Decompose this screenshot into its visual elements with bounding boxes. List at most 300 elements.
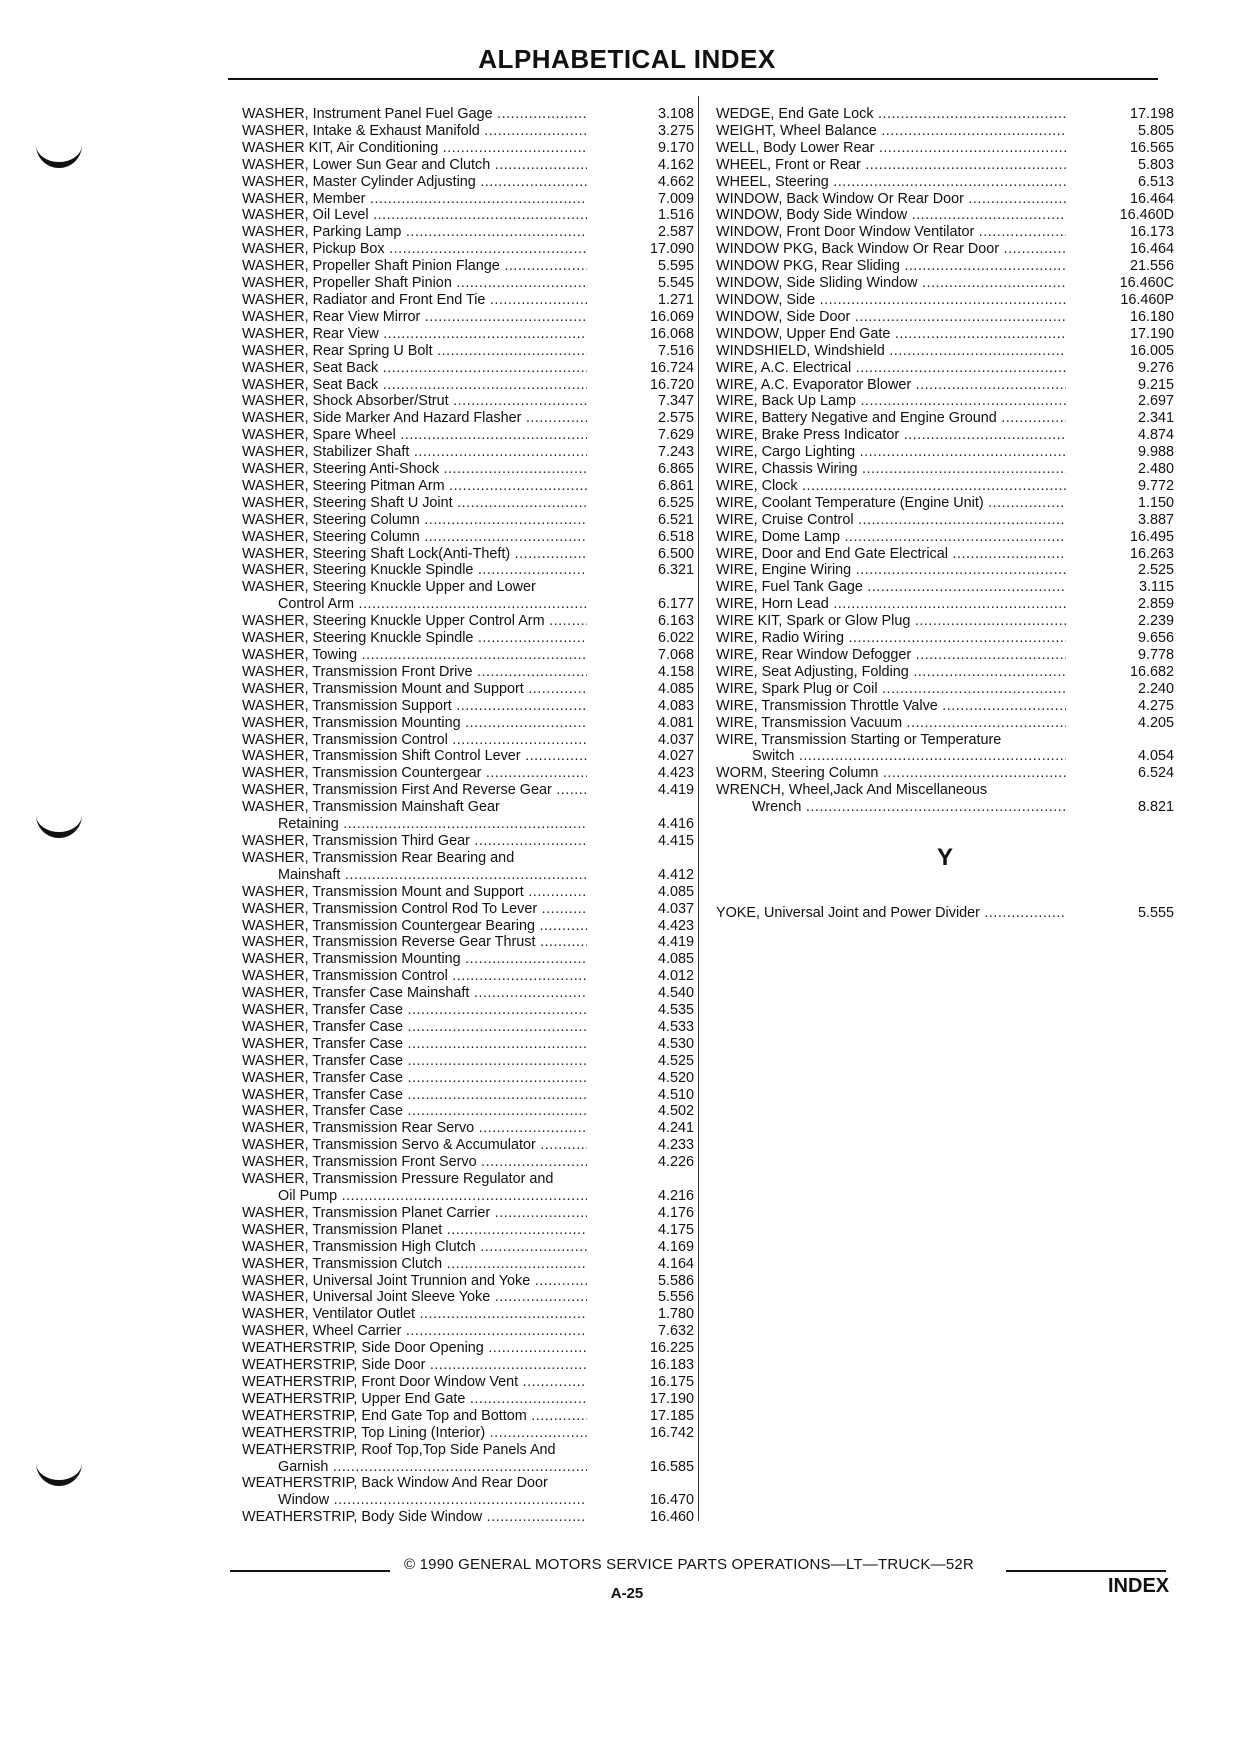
index-entry-page: 16.460P — [1120, 291, 1174, 308]
index-entry-name: WIRE, Radio Wiring ..... — [716, 630, 1066, 647]
index-entry-page: 1.150 — [1137, 494, 1174, 511]
index-entry-name: WIRE, A.C. Evaporator Blower ..... — [716, 377, 1066, 394]
index-entry-page: 4.662 — [657, 173, 694, 190]
index-entry-name: WASHER, Propeller Shaft Pinion Flange ..... — [242, 258, 587, 275]
index-entry — [242, 934, 694, 951]
column-divider — [698, 96, 699, 1521]
index-entry-name: Switch ..... — [716, 748, 1066, 765]
index-entry-name: WASHER, Radiator and Front End Tie ..... — [242, 292, 587, 309]
index-entry-name: WINDOW, Side Door ..... — [716, 309, 1066, 326]
index-entry-name: Garnish ..... — [242, 1459, 587, 1476]
index-entry — [242, 782, 694, 799]
index-entry-name: WASHER, Transmission Front Servo ..... — [242, 1154, 587, 1171]
index-entry-name: WASHER, Transmission Front Drive ..... — [242, 664, 587, 681]
index-entry-name: WIRE, Dome Lamp ..... — [716, 529, 1066, 546]
index-entry — [242, 765, 694, 782]
index-entry — [242, 427, 694, 444]
index-entry-page: 6.500 — [657, 545, 694, 562]
index-entry-name: WASHER KIT, Air Conditioning ..... — [242, 140, 587, 157]
index-entry-page: 2.480 — [1137, 461, 1174, 478]
index-entry — [242, 275, 694, 292]
index-entry — [242, 224, 694, 241]
index-entry — [716, 292, 1174, 309]
index-entry-page: 6.022 — [657, 630, 694, 647]
index-entry — [242, 748, 694, 765]
index-entry-name: WASHER, Rear Spring U Bolt ..... — [242, 343, 587, 360]
index-entry-name: WEATHERSTRIP, Upper End Gate ..... — [242, 1391, 587, 1408]
index-entry-name: WASHER, Universal Joint Trunnion and Yoke ..... — [242, 1273, 587, 1290]
index-entry-name: WASHER, Transmission Support ..... — [242, 698, 587, 715]
index-entry — [242, 1340, 694, 1357]
index-entry-page: 16.682 — [1129, 663, 1174, 680]
index-entry-page: 5.556 — [657, 1289, 694, 1306]
index-entry-name: WASHER, Transmission High Clutch ..... — [242, 1239, 587, 1256]
index-entry — [242, 174, 694, 191]
index-entry-page: 4.530 — [657, 1035, 694, 1052]
index-entry-page: 9.778 — [1137, 647, 1174, 663]
index-entry — [716, 748, 1174, 765]
index-entry-name: WEATHERSTRIP, Side Door Opening ..... — [242, 1340, 587, 1357]
index-entry-page: 5.595 — [657, 258, 694, 275]
index-entry-page: 5.805 — [1137, 122, 1174, 139]
index-entry-page: 16.069 — [649, 308, 694, 325]
index-entry — [242, 1171, 694, 1188]
index-entry-name: WEATHERSTRIP, Top Lining (Interior) ..... — [242, 1425, 587, 1442]
index-entry-page: 4.423 — [657, 765, 694, 782]
index-entry-page: 4.027 — [657, 748, 694, 765]
index-entry-name: WIRE, Door and End Gate Electrical ..... — [716, 546, 1066, 563]
index-entry — [242, 715, 694, 732]
index-entry — [242, 1408, 694, 1425]
punch-hole-mark — [36, 810, 82, 838]
index-entry-name: WHEEL, Steering ..... — [716, 174, 1066, 191]
index-entry-name: WASHER, Transfer Case Mainshaft ..... — [242, 985, 587, 1002]
index-entry-name: WASHER, Transfer Case ..... — [242, 1002, 587, 1019]
index-entry — [242, 1425, 694, 1442]
index-entry-page: 17.190 — [1129, 325, 1174, 342]
index-entry — [242, 833, 694, 850]
index-entry-page: 4.520 — [657, 1069, 694, 1086]
index-entry-page: 5.545 — [657, 275, 694, 292]
index-entry — [242, 478, 694, 495]
index-entry-page: 17.198 — [1129, 106, 1174, 122]
index-entry — [242, 546, 694, 563]
index-entry-name: WASHER, Transmission Shift Control Lever ..... — [242, 748, 587, 765]
index-entry-page: 9.276 — [1137, 359, 1174, 376]
index-entry — [242, 461, 694, 478]
index-entry — [716, 765, 1174, 782]
index-entry — [242, 901, 694, 918]
index-entry-page: 16.565 — [1129, 139, 1174, 156]
index-entry — [242, 562, 694, 579]
index-entry — [242, 1256, 694, 1273]
index-entry-page: 4.275 — [1137, 697, 1174, 714]
index-entry — [242, 1087, 694, 1104]
index-entry — [716, 123, 1174, 140]
index-entry — [242, 698, 694, 715]
index-entry — [716, 444, 1174, 461]
index-entry-name: WASHER, Steering Knuckle Spindle ..... — [242, 562, 587, 579]
index-entry — [716, 309, 1174, 326]
index-entry-name: WASHER, Transmission Countergear ..... — [242, 765, 587, 782]
index-entry-name: WASHER, Spare Wheel ..... — [242, 427, 587, 444]
index-entry-name: WEDGE, End Gate Lock ..... — [716, 106, 1066, 123]
index-entry-name: Window ..... — [242, 1492, 587, 1509]
index-entry-page: 6.865 — [657, 461, 694, 478]
index-entry-page: 5.803 — [1137, 156, 1174, 173]
index-entry — [242, 444, 694, 461]
index-entry — [242, 393, 694, 410]
index-entry-page: 16.724 — [649, 359, 694, 376]
index-entry — [242, 1137, 694, 1154]
index-entry — [242, 884, 694, 901]
index-entry-page: 16.460D — [1119, 207, 1174, 224]
index-entry-name: WASHER, Transmission Control ..... — [242, 968, 587, 985]
index-entry-name: WASHER, Transmission Rear Bearing and — [242, 849, 515, 866]
index-entry — [242, 630, 694, 647]
index-entry-page: 4.540 — [657, 985, 694, 1002]
index-entry — [242, 799, 694, 816]
title-rule — [228, 78, 1158, 80]
index-entry — [242, 1188, 694, 1205]
index-entry-page: 16.180 — [1129, 308, 1174, 325]
index-entry — [242, 850, 694, 867]
index-entry-page: 3.275 — [657, 122, 694, 139]
index-entry-name: WIRE, Horn Lead ..... — [716, 596, 1066, 613]
index-entry — [716, 427, 1174, 444]
index-entry — [716, 782, 1174, 799]
index-entry — [242, 1239, 694, 1256]
index-entry-name: WIRE, Fuel Tank Gage ..... — [716, 579, 1066, 596]
section-letter-y: Y — [936, 844, 953, 872]
index-entry-page: 4.205 — [1137, 714, 1174, 731]
index-entry-page: 4.085 — [657, 680, 694, 697]
index-entry-name: WASHER, Transmission Reverse Gear Thrust ..... — [242, 934, 587, 951]
index-entry-page: 9.170 — [657, 139, 694, 156]
index-entry-page: 16.470 — [649, 1492, 694, 1509]
index-entry — [716, 157, 1174, 174]
index-entry — [242, 360, 694, 377]
index-entry-name: WASHER, Side Marker And Hazard Flasher ..... — [242, 410, 587, 427]
index-entry-page: 4.162 — [657, 156, 694, 173]
index-entry-name: WIRE, Transmission Throttle Valve ..... — [716, 698, 1066, 715]
index-entry-name: WASHER, Transmission Clutch ..... — [242, 1256, 587, 1273]
footer-rule-left — [230, 1570, 390, 1572]
index-entry-name: WIRE, Clock ..... — [716, 478, 1066, 495]
index-entry — [242, 1002, 694, 1019]
index-entry — [242, 292, 694, 309]
index-entry-name: Control Arm ..... — [242, 596, 587, 613]
index-entry-page: 4.419 — [657, 934, 694, 951]
index-entry-name: WASHER, Oil Level ..... — [242, 207, 587, 224]
index-entry — [242, 1019, 694, 1036]
index-entry — [716, 360, 1174, 377]
index-entry — [242, 951, 694, 968]
index-entry-name: WINDOW, Side Sliding Window ..... — [716, 275, 1066, 292]
index-entry-page: 16.742 — [649, 1424, 694, 1441]
index-entry-name: WIRE, Brake Press Indicator ..... — [716, 427, 1066, 444]
index-entry-name: Retaining ..... — [242, 816, 587, 833]
index-entry — [716, 377, 1174, 394]
index-entry-name: WASHER, Seat Back ..... — [242, 360, 587, 377]
index-column-left — [242, 106, 694, 1526]
index-entry-name: WEATHERSTRIP, Front Door Window Vent ..... — [242, 1374, 587, 1391]
index-entry-name: WIRE, A.C. Electrical ..... — [716, 360, 1066, 377]
index-entry-name: WASHER, Transmission Mount and Support ..... — [242, 681, 587, 698]
index-entry — [716, 495, 1174, 512]
index-entry-page: 2.239 — [1137, 613, 1174, 630]
index-entry-name: WASHER, Transmission Servo & Accumulator ..... — [242, 1137, 587, 1154]
index-entry-name: WIRE KIT, Spark or Glow Plug ..... — [716, 613, 1066, 630]
index-entry-name: WASHER, Transfer Case ..... — [242, 1053, 587, 1070]
index-entry-name: WIRE, Engine Wiring ..... — [716, 562, 1066, 579]
index-entry-name: WASHER, Transfer Case ..... — [242, 1103, 587, 1120]
index-entry-page: 4.083 — [657, 697, 694, 714]
index-entry — [242, 816, 694, 833]
index-entry-name: WASHER, Steering Column ..... — [242, 529, 587, 546]
index-entry — [242, 1222, 694, 1239]
index-entry — [716, 579, 1174, 596]
index-entry-page: 2.341 — [1137, 410, 1174, 427]
index-entry-name: WASHER, Master Cylinder Adjusting ..... — [242, 174, 587, 191]
index-entry-name: WIRE, Transmission Vacuum ..... — [716, 715, 1066, 732]
index-entry-name: WASHER, Transmission Rear Servo ..... — [242, 1120, 587, 1137]
index-entry — [716, 596, 1174, 613]
index-entry-page: 5.586 — [657, 1272, 694, 1289]
index-entry — [716, 732, 1174, 749]
index-entry-name: WINDOW PKG, Back Window Or Rear Door ..... — [716, 241, 1066, 258]
index-entry — [716, 241, 1174, 258]
index-entry-page: 16.464 — [1129, 190, 1174, 207]
punch-hole-mark — [36, 1458, 82, 1486]
index-entry — [716, 715, 1174, 732]
index-entry-page: 3.108 — [657, 106, 694, 122]
index-entry-name: WASHER, Intake & Exhaust Manifold ..... — [242, 123, 587, 140]
index-entry-page: 4.216 — [657, 1188, 694, 1204]
index-entry-page: 4.085 — [657, 951, 694, 968]
index-entry-name: WASHER, Lower Sun Gear and Clutch ..... — [242, 157, 587, 174]
index-entry-name: WASHER, Transmission Countergear Bearing ..... — [242, 918, 587, 935]
index-entry-page: 4.169 — [657, 1238, 694, 1255]
index-entry — [242, 241, 694, 258]
index-entry-name: WASHER, Transmission Control ..... — [242, 732, 587, 749]
index-entry — [716, 343, 1174, 360]
index-entry — [242, 1273, 694, 1290]
index-entry-name: WINDOW, Body Side Window ..... — [716, 207, 1066, 224]
index-entry-page: 9.988 — [1137, 444, 1174, 461]
index-entry-page: 2.859 — [1137, 596, 1174, 613]
index-entry-name: WIRE, Cargo Lighting ..... — [716, 444, 1066, 461]
index-entry — [242, 985, 694, 1002]
index-entry — [716, 275, 1174, 292]
index-entry-name: WIRE, Back Up Lamp ..... — [716, 393, 1066, 410]
index-entry-name: WASHER, Instrument Panel Fuel Gage ..... — [242, 106, 587, 123]
index-entry-page: 16.183 — [649, 1357, 694, 1374]
index-entry — [242, 867, 694, 884]
index-entry-name: Mainshaft ..... — [242, 867, 587, 884]
index-entry-page: 6.521 — [657, 511, 694, 528]
index-entry — [242, 1154, 694, 1171]
index-entry-page: 4.874 — [1137, 427, 1174, 444]
index-entry-name: WASHER, Parking Lamp ..... — [242, 224, 587, 241]
index-entry — [242, 343, 694, 360]
index-entry-name: WHEEL, Front or Rear ..... — [716, 157, 1066, 174]
index-entry-page: 9.656 — [1137, 630, 1174, 647]
index-entry-name: WASHER, Transmission Mounting ..... — [242, 951, 587, 968]
index-entry-page: 9.772 — [1137, 477, 1174, 494]
index-entry-name: WASHER, Steering Knuckle Spindle ..... — [242, 630, 587, 647]
index-entry-name: WASHER, Rear View Mirror ..... — [242, 309, 587, 326]
index-entry-name: Wrench ..... — [716, 799, 1066, 816]
index-entry — [242, 1306, 694, 1323]
index-entry — [716, 562, 1174, 579]
index-entry-page: 16.175 — [649, 1373, 694, 1390]
index-entry-page: 4.176 — [657, 1204, 694, 1221]
index-entry — [242, 207, 694, 224]
index-entry-page: 2.240 — [1137, 680, 1174, 697]
index-entry-page: 8.821 — [1137, 799, 1174, 816]
index-entry-page: 9.215 — [1137, 376, 1174, 393]
index-entry-page: 16.464 — [1129, 241, 1174, 258]
index-entry-page: 4.158 — [657, 663, 694, 680]
index-entry — [242, 1120, 694, 1137]
index-entry-name: WASHER, Wheel Carrier ..... — [242, 1323, 587, 1340]
index-entry — [716, 258, 1174, 275]
index-entry-page: 17.190 — [649, 1390, 694, 1407]
index-entry-name: WIRE, Coolant Temperature (Engine Unit) ..... — [716, 495, 1066, 512]
index-entry-name: WASHER, Seat Back ..... — [242, 377, 587, 394]
index-entry-page: 4.175 — [657, 1221, 694, 1238]
index-entry-name: WIRE, Rear Window Defogger ..... — [716, 647, 1066, 664]
index-entry-name: WIRE, Transmission Starting or Temperature — [716, 731, 1002, 748]
index-entry-name: WEATHERSTRIP, Body Side Window ..... — [242, 1509, 587, 1526]
index-entry — [716, 140, 1174, 157]
index-entry-name: WASHER, Steering Shaft Lock(Anti-Theft) ..... — [242, 546, 587, 563]
footer-rule-right — [1006, 1570, 1166, 1572]
index-entry-page: 2.697 — [1137, 393, 1174, 410]
index-entry-name: WASHER, Steering Pitman Arm ..... — [242, 478, 587, 495]
index-entry — [716, 224, 1174, 241]
index-entry-page: 4.226 — [657, 1154, 694, 1171]
index-entry-page: 2.525 — [1137, 562, 1174, 579]
index-entry-name: WASHER, Transfer Case ..... — [242, 1036, 587, 1053]
index-entry — [242, 1374, 694, 1391]
index-entry-name: WASHER, Transmission Mount and Support ..... — [242, 884, 587, 901]
index-entry-page: 6.163 — [657, 613, 694, 630]
index-entry-name: WEATHERSTRIP, Roof Top,Top Side Panels And — [242, 1441, 556, 1458]
index-entry — [242, 529, 694, 546]
index-list-y — [716, 905, 1174, 922]
index-entry-name: WEATHERSTRIP, Side Door ..... — [242, 1357, 587, 1374]
index-entry-page: 4.423 — [657, 917, 694, 934]
index-entry-page: 7.629 — [657, 427, 694, 444]
index-entry-name: WASHER, Transmission Pressure Regulator and — [242, 1171, 554, 1188]
index-entry — [242, 140, 694, 157]
index-entry — [242, 1475, 694, 1492]
index-entry — [716, 410, 1174, 427]
index-entry-page: 7.243 — [657, 444, 694, 461]
index-entry-page: 4.012 — [657, 968, 694, 985]
index-entry-name: WASHER, Steering Shaft U Joint ..... — [242, 495, 587, 512]
index-entry-name: WASHER, Transfer Case ..... — [242, 1087, 587, 1104]
index-entry — [716, 630, 1174, 647]
index-entry — [242, 1442, 694, 1459]
index-entry — [242, 1036, 694, 1053]
index-entry-page: 16.263 — [1129, 545, 1174, 562]
index-entry-name: WELL, Body Lower Rear ..... — [716, 140, 1066, 157]
index-entry-name: WASHER, Shock Absorber/Strut ..... — [242, 393, 587, 410]
index-entry-page: 4.510 — [657, 1086, 694, 1103]
index-entry — [242, 1289, 694, 1306]
index-entry — [716, 799, 1174, 816]
index-entry-name: WASHER, Transmission Mounting ..... — [242, 715, 587, 732]
page-title: ALPHABETICAL INDEX — [478, 44, 776, 74]
index-entry-page: 16.068 — [649, 325, 694, 342]
index-entry-page: 6.525 — [657, 494, 694, 511]
index-entry — [242, 326, 694, 343]
index-entry-page: 5.555 — [1137, 904, 1174, 921]
index-entry — [242, 968, 694, 985]
index-entry-page: 6.321 — [657, 562, 694, 579]
index-entry-page: 1.780 — [657, 1306, 694, 1323]
index-entry-page: 4.037 — [657, 731, 694, 748]
index-entry — [716, 478, 1174, 495]
index-entry-page: 4.233 — [657, 1137, 694, 1154]
index-entry-page: 16.460 — [649, 1509, 694, 1526]
index-entry-page: 4.241 — [657, 1120, 694, 1137]
index-entry — [716, 546, 1174, 563]
index-entry-page: 7.516 — [657, 342, 694, 359]
index-entry-page: 4.535 — [657, 1002, 694, 1019]
punch-hole-mark — [36, 140, 82, 168]
index-entry-page: 16.585 — [649, 1458, 694, 1475]
index-entry — [716, 905, 1174, 922]
index-entry-name: WEATHERSTRIP, Back Window And Rear Door — [242, 1475, 548, 1492]
index-entry-name: WASHER, Transfer Case ..... — [242, 1070, 587, 1087]
index-list-right — [716, 106, 1174, 816]
index-entry-name: WASHER, Steering Knuckle Upper Control Arm ..... — [242, 613, 587, 630]
index-entry-name: WASHER, Transmission Third Gear ..... — [242, 833, 587, 850]
index-entry-page: 1.271 — [657, 291, 694, 308]
index-entry-name: WASHER, Rear View ..... — [242, 326, 587, 343]
index-entry-page: 21.556 — [1129, 258, 1174, 275]
index-entry-page: 4.412 — [657, 866, 694, 883]
index-entry — [716, 207, 1174, 224]
index-entry — [242, 1509, 694, 1526]
index-entry-name: WASHER, Transfer Case ..... — [242, 1019, 587, 1036]
index-entry-page: 7.632 — [657, 1323, 694, 1340]
index-entry-page: 4.054 — [1137, 748, 1174, 765]
index-entry — [716, 191, 1174, 208]
index-entry — [716, 106, 1174, 123]
index-entry-name: WEIGHT, Wheel Balance ..... — [716, 123, 1066, 140]
index-entry-page: 4.081 — [657, 714, 694, 731]
footer-page-number: A-25 — [610, 1585, 644, 1602]
index-entry — [242, 512, 694, 529]
footer-copyright: © 1990 GENERAL MOTORS SERVICE PARTS OPERATIONS—LT—TRUCK—52R — [404, 1556, 974, 1573]
index-entry-page: 16.005 — [1129, 342, 1174, 359]
index-entry — [242, 495, 694, 512]
index-entry-name: WASHER, Propeller Shaft Pinion ..... — [242, 275, 587, 292]
index-entry — [242, 1492, 694, 1509]
index-entry-page: 4.037 — [657, 900, 694, 917]
index-entry-page: 1.516 — [657, 207, 694, 224]
index-entry-name: WASHER, Transmission First And Reverse Gear ..... — [242, 782, 587, 799]
index-entry-page: 17.185 — [649, 1407, 694, 1424]
index-entry-name: WINDSHIELD, Windshield ..... — [716, 343, 1066, 360]
index-entry-name: WASHER, Steering Column ..... — [242, 512, 587, 529]
index-entry — [242, 647, 694, 664]
